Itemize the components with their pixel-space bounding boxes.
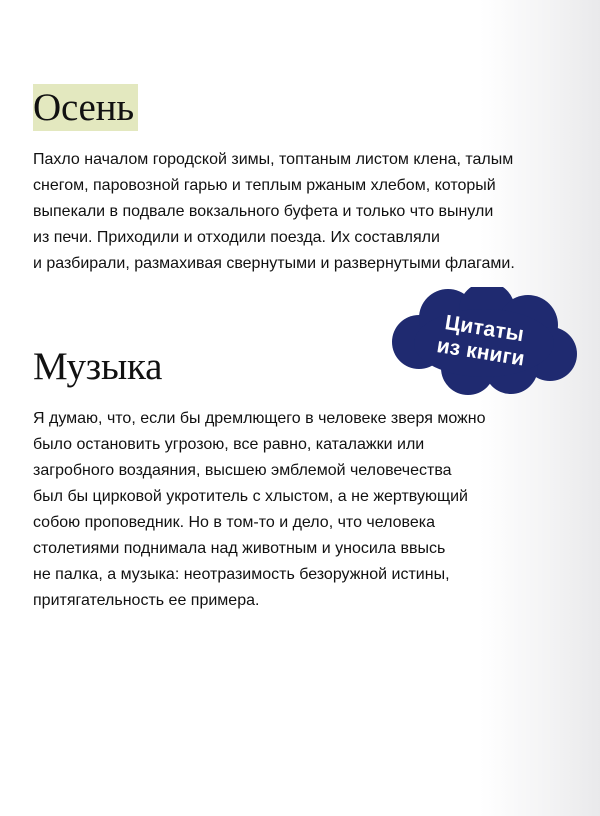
section-music [33, 344, 573, 614]
section-title-music: Музыка [33, 345, 163, 388]
quotes-badge-text: Цитаты из книги [435, 311, 527, 371]
section-autumn [33, 84, 573, 277]
section-text-music: Я думаю, что, если бы дремлющего в человеке зверя можно было остановить угрозою, все равно, каталажки или загробного воздаяния, высшею эмблемой человечества был бы цирковой укротитель с хлыстом, а не жертвующий собою проповедник. Но в том-то и дело, что человека столетиями поднимала над животным и уносила ввысь не палка, а музыка: неотразимость безоружной истины, притягательность ее примера. [33, 410, 486, 609]
section-text-autumn: Пахло началом городской зимы, топтаным листом клена, талым снегом, паровозной гарью и теплым ржаным хлебом, который выпекали в подвале вокзального буфета и только что вынули из печи. Приходили и отходили поезда. Их составляли и разбирали, размахивая свернутыми и развернутыми флагами. [33, 151, 515, 272]
section-title-autumn: Осень [33, 84, 138, 131]
